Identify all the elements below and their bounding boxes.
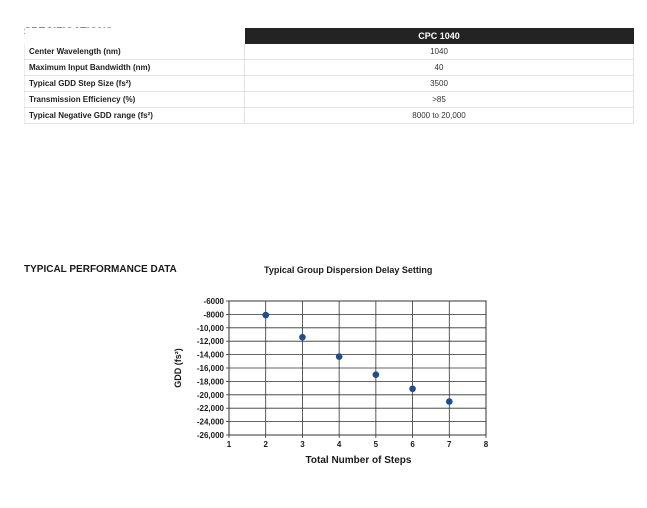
y-axis-label: GDD (fs²) [173,348,183,388]
spec-value: 1040 [245,44,634,60]
x-tick-label: 5 [373,440,379,449]
y-tick-label: -24,000 [196,417,224,427]
data-point [373,371,380,378]
y-tick-label: -14,000 [196,350,224,360]
spec-value: >85 [245,92,634,108]
y-tick-label: -20,000 [196,390,224,400]
data-point [336,353,343,360]
y-tick-label: -22,000 [196,404,224,414]
spec-value: 8000 to 20,000 [245,108,634,124]
y-tick-label: -18,000 [196,377,224,387]
chart-points [262,312,452,405]
spec-value: 40 [245,60,634,76]
spec-label: Typical Negative GDD range (fs²) [25,108,245,124]
data-point [446,398,453,405]
spec-label: Center Wavelength (nm) [25,44,245,60]
y-tick-label: -8000 [203,310,224,320]
x-tick-label: 3 [300,440,305,449]
spec-value: 3500 [245,76,634,92]
y-tick-label: -6000 [203,297,224,306]
model-header: CPC 1040 [245,28,634,44]
x-tick-label: 4 [336,440,342,449]
spec-label: Typical GDD Step Size (fs²) [25,76,245,92]
x-tick-label: 1 [226,440,232,449]
chart-grid [229,301,486,435]
data-point [262,312,269,319]
x-tick-label: 6 [410,440,415,449]
chart-title: Typical Group Dispersion Delay Setting [264,265,433,275]
y-tick-label: -10,000 [196,323,224,333]
x-tick-label: 7 [447,440,452,449]
data-point [409,385,416,392]
x-tick-label: 2 [263,440,268,449]
y-tick-label: -26,000 [196,431,224,440]
performance-heading: TYPICAL PERFORMANCE DATA [24,264,177,275]
y-tick-label: -12,000 [196,337,224,347]
x-axis-label: Total Number of Steps [305,455,412,466]
data-point [299,334,306,341]
spec-label: Transmission Efficiency (%) [25,92,245,108]
chart-axes [197,297,489,449]
x-tick-label: 8 [483,440,489,449]
spec-label: Maximum Input Bandwidth (nm) [25,60,245,76]
y-tick-label: -16,000 [196,364,224,373]
